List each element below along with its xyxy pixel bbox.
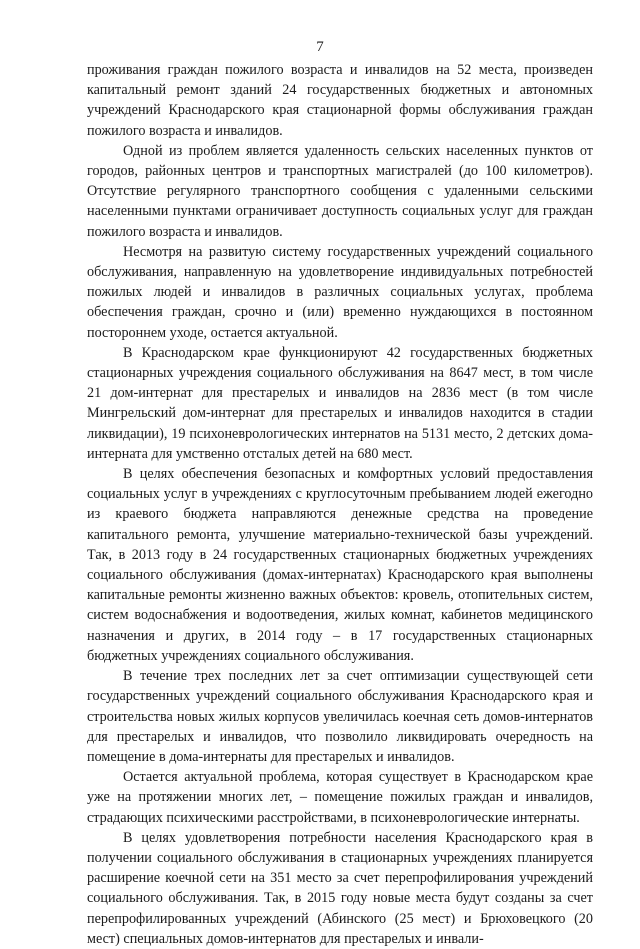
paragraph-8: В целях удовлетворения потребности населения Краснодарского края в получении социального обслуживания в стационарных учреждениях планируется расширение коечной сети на 351 место за счет перепрофилирования учреждений социального обслуживания. Так, в 2015 году новые места будут созданы за счет перепрофилированных учреждений (Абинского (25 мест) и Брюховецкого (20 мест) специальных домов-интернатов для престарелых и инвали- xyxy=(87,829,593,947)
page-number: 7 xyxy=(316,39,324,55)
paragraph-3: Несмотря на развитую систему государственных учреждений социального обслуживания, направленную на удовлетворение индивидуальных потребностей пожилых людей и инвалидов в различных социальных услугах, проблема обеспечения граждан, срочно и (или) временно нуждающихся в постоянном постороннем уходе, остается актуальной. xyxy=(87,243,593,341)
paragraph-5: В целях обеспечения безопасных и комфортных условий предоставления социальных услуг в учреждениях с круглосуточным пребыванием людей ежегодно из краевого бюджета направляются денежные средства на проведение капитального ремонта, улучшение материально-технической базы учреждений. Так, в 2013 году в 24 государственных стационарных бюджетных учреждениях социального обслуживания (домах-интернатах) Краснодарского края выполнены капитальные ремонты жизненно важных объектов: кровель, отопительных систем, систем водоснабжения и водоотведения, жилых комнат, кабинетов медицинского назначения и других, в 2014 году – в 17 государственных стационарных бюджетных учреждениях социального обслуживания. xyxy=(87,466,593,664)
paragraph-1: проживания граждан пожилого возраста и инвалидов на 52 места, произведен капитальный ремонт зданий 24 государственных бюджетных и автономных учреждений Краснодарского края стационарной формы обслуживания граждан пожилого возраста и инвалидов. xyxy=(87,62,593,139)
paragraph-7: Остается актуальной проблема, которая существует в Краснодарском крае уже на протяжении многих лет, – помещение пожилых граждан и инвалидов, страдающих психическими расстройствами, в психоневрологические интернаты. xyxy=(87,769,593,826)
paragraph-2: Одной из проблем является удаленность сельских населенных пунктов от городов, районных центров и транспортных магистралей (до 100 километров). Отсутствие регулярного транспортного сообщения с удаленными сельскими населенными пунктами ограничивает доступность социальных услуг для граждан пожилого возраста и инвалидов. xyxy=(87,142,593,240)
paragraph-4: В Краснодарском крае функционируют 42 государственных бюджетных стационарных учреждения социального обслуживания на 8647 мест, в том числе 21 дом-интернат для престарелых и инвалидов на 2836 мест (в том числе Мингрельский дом-интернат для престарелых и инвалидов находится в стадии ликвидации), 19 психоневрологических интернатов на 5131 место, 2 детских дома-интерната для умственно отсталых детей на 680 мест. xyxy=(87,344,593,462)
document-body xyxy=(87,60,593,949)
paragraph-6: В течение трех последних лет за счет оптимизации существующей сети государственных учреждений социального обслуживания Краснодарского края и строительства новых жилых корпусов увеличилась коечная сеть домов-интернатов для престарелых и инвалидов, что позволило ликвидировать очередность на помещение в дома-интернаты для престарелых и инвалидов. xyxy=(87,668,593,765)
